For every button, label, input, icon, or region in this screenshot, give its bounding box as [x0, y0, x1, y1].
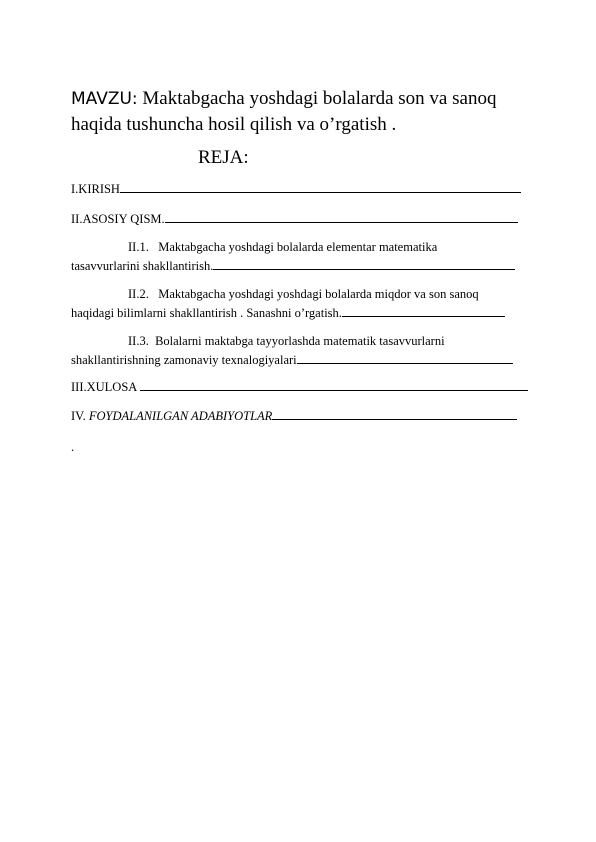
plan-item-2-2-number: II.2.	[128, 287, 149, 301]
plan-item-xulosa	[71, 378, 528, 397]
topic-line-2: haqida tushuncha hosil qilish va o’rgatish .	[71, 114, 397, 135]
plan-item-2-3-text: Bolalarni maktabga tayyorlashda matematik tasavvurlarni	[155, 334, 445, 348]
fill-line	[213, 257, 515, 270]
plan-item-adabiyotlar-label: FOYDALANILGAN ADABIYOTLAR	[88, 409, 273, 423]
trailing-period: .	[71, 440, 75, 454]
plan-item-2-1-number: II.1.	[128, 240, 149, 254]
plan-item-adabiyotlar	[71, 407, 517, 426]
fill-line	[165, 210, 518, 223]
plan-heading: REJA:	[198, 147, 249, 168]
plan-item-2-3-number: II.3.	[128, 334, 149, 348]
plan-item-2-2-cont	[71, 304, 505, 323]
plan-item-asosiy	[71, 210, 518, 229]
fill-line	[120, 180, 521, 193]
plan-item-asosiy-label: II.ASOSIY QISM.	[71, 212, 165, 226]
plan-item-kirish	[71, 180, 521, 199]
plan-item-2-3-text-2: shakllantirishning zamonaviy texnalogiyalari	[71, 353, 297, 367]
plan-item-2-3-cont	[71, 351, 513, 370]
plan-item-2-2-text-2: haqidagi bilimlarni shakllantirish . Sanashni o’rgatish.	[71, 306, 342, 320]
topic-line-1: Maktabgacha yoshdagi bolalarda son va sanoq	[142, 88, 497, 109]
plan-item-2-1-cont	[71, 257, 515, 276]
plan-item-2-3	[128, 332, 445, 351]
fill-line	[297, 351, 513, 364]
plan-item-2-1-text-2: tasavvurlarini shakllantirish.	[71, 259, 214, 273]
topic-title	[71, 86, 541, 138]
fill-line	[272, 407, 517, 420]
plan-item-xulosa-label: III.XULOSA	[71, 380, 140, 394]
topic-label: MAVZU:	[71, 89, 138, 109]
plan-item-kirish-label: I.KIRISH	[71, 182, 120, 196]
plan-item-2-2-text: Maktabgacha yoshdagi yoshdagi bolalarda miqdor va son sanoq	[158, 287, 479, 301]
plan-item-adabiyotlar-number: IV.	[71, 409, 89, 423]
plan-item-2-1-text: Maktabgacha yoshdagi bolalarda elementar matematika	[158, 240, 438, 254]
plan-item-2-2	[128, 285, 479, 304]
fill-line	[342, 304, 505, 317]
fill-line	[140, 378, 528, 391]
plan-item-2-1	[128, 238, 437, 257]
